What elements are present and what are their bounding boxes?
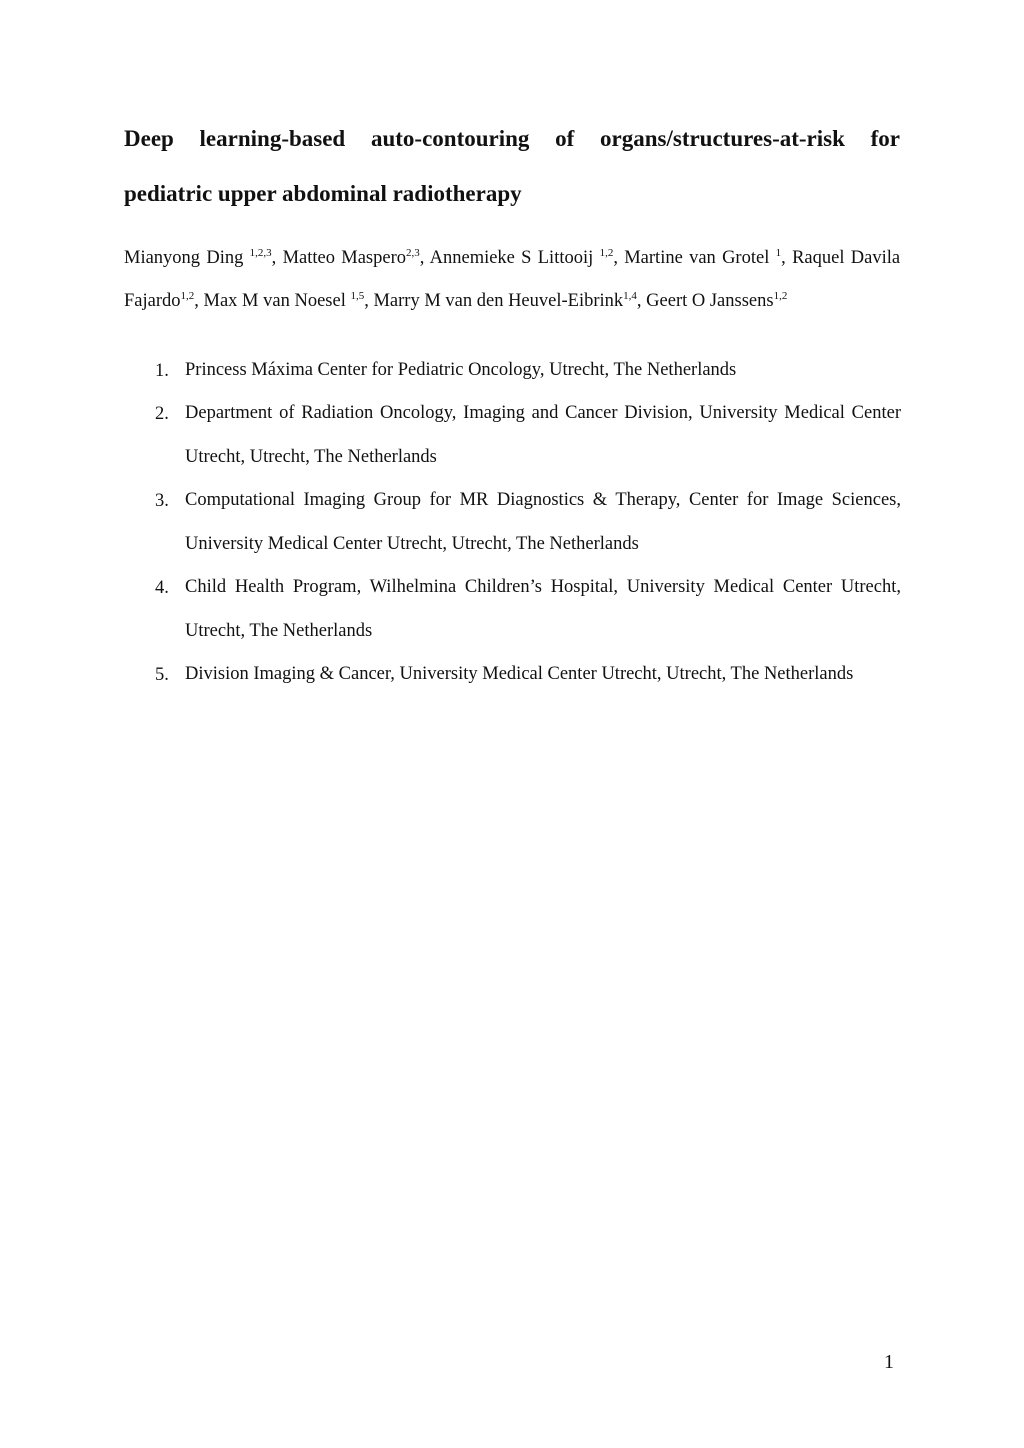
author-name: Mianyong Ding — [124, 248, 244, 268]
affiliation-text: Princess Máxima Center for Pediatric Oncology, Utrecht, The Netherlands — [185, 360, 737, 380]
affiliation-text: Department of Radiation Oncology, Imaging and Cancer Division, University Medical Center — [185, 403, 901, 423]
affiliation-number: 3. — [155, 491, 169, 511]
affiliation-text: University Medical Center Utrecht, Utrecht, The Netherlands — [185, 534, 639, 554]
affiliation-text: Computational Imaging Group for MR Diagnostics & Therapy, Center for Image Sciences, — [185, 490, 901, 510]
affiliation-text: Child Health Program, Wilhelmina Children’s Hospital, University Medical Center Utrecht, — [185, 577, 901, 597]
author-name: Marry M van den Heuvel-Eibrink — [373, 291, 624, 311]
author-name: Annemieke S Littooij — [429, 248, 594, 268]
author-affiliation-sup: 1 — [775, 247, 782, 259]
author-separator: , — [419, 248, 430, 268]
paper-title-line-2: pediatric upper abdominal radiotherapy — [124, 181, 522, 206]
affiliation-text: Division Imaging & Cancer, University Medical Center Utrecht, Utrecht, The Netherlands — [185, 664, 854, 684]
author-separator: , — [364, 291, 374, 311]
author-name-part: Raquel Davila — [792, 248, 901, 268]
author-separator: , — [781, 248, 793, 268]
author-affiliation-sup: 1,2 — [599, 247, 614, 259]
author-separator: , — [271, 248, 283, 268]
author-affiliation-sup: 1,4 — [623, 290, 637, 302]
author-separator: , — [194, 291, 204, 311]
author-affiliation-sup: 1,5 — [350, 290, 365, 302]
author-name: Martine van Grotel — [624, 248, 770, 268]
affiliation-number: 5. — [155, 665, 169, 685]
author-name: Max M van Noesel — [203, 291, 346, 311]
authors-line-1 — [124, 249, 900, 268]
affiliation-number: 4. — [155, 578, 169, 598]
page-number: 1 — [884, 1351, 894, 1373]
author-affiliation-sup: 1,2 — [180, 290, 195, 302]
author-affiliation-sup: 2,3 — [405, 247, 420, 259]
author-affiliation-sup: 1,2 — [773, 290, 788, 302]
affiliation-number: 1. — [155, 361, 169, 381]
author-name: Geert O Janssens — [646, 291, 774, 311]
affiliation-number: 2. — [155, 404, 169, 424]
author-name-part: Fajardo — [124, 291, 181, 311]
author-separator: , — [636, 291, 647, 311]
paper-title-line-1: Deep learning-based auto-contouring of organs/structures-at-risk for — [124, 126, 900, 151]
author-name: Matteo Maspero — [282, 248, 406, 268]
author-affiliation-sup: 1,2,3 — [249, 247, 272, 259]
authors-line-2 — [124, 292, 900, 311]
affiliation-text: Utrecht, Utrecht, The Netherlands — [185, 447, 437, 467]
author-separator: , — [613, 248, 625, 268]
affiliation-text: Utrecht, The Netherlands — [185, 621, 373, 641]
